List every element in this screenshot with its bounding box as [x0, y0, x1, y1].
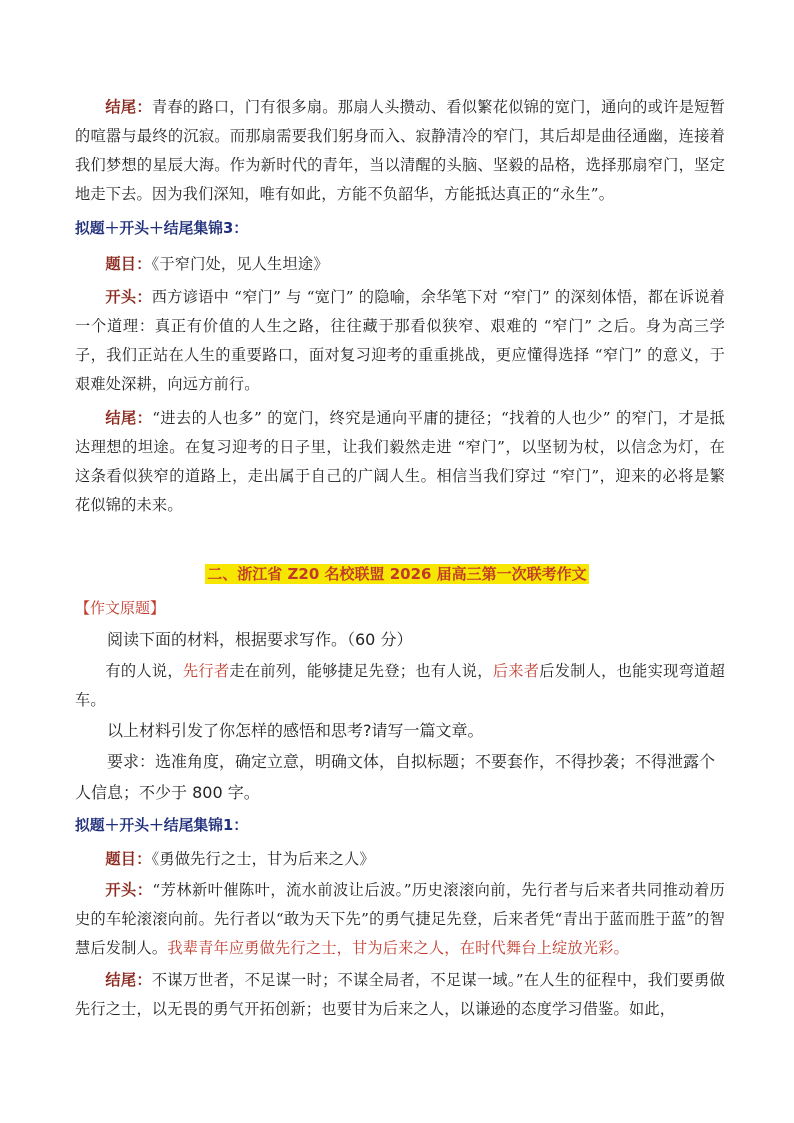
opening-thesis: 我辈青年应勇做先行之士，甘为后来之人，在时代舞台上绽放光彩。 — [167, 939, 629, 957]
section-title — [0, 563, 794, 584]
requirements: 要求：选准角度，确定立意，明确文体，自拟标题；不要套作，不得抄袭；不得泄露个人信息；不少于 800 字。 — [75, 752, 716, 802]
prompt-instruction: 阅读下面的材料，根据要求写作。（60 分） — [107, 630, 413, 649]
ending-text: 不谋万世者，不足谋一时；不谋全局者，不足谋一域。”在人生的征程中，我们要勇做先行之士，以无畏的勇气开拓创新；也要甘为后来之人，以谦逊的态度学习借鉴。如此， — [75, 971, 725, 1018]
title-text: 《于窄门处，见人生坦途》 — [151, 255, 329, 273]
ending-label: 结尾 — [105, 409, 137, 427]
opening-paragraph-set1: 开头：“芳林新叶催陈叶，流水前波让后波。”历史滚滚向前，先行者与后来者共同推动着历史的车轮滚滚向前。先行者以“敢为天下先”的勇气捷足先登，后来者凭“青出于蓝而胜于蓝”的智慧后发制人。我辈青年应勇做先行之士，甘为后来之人，在时代舞台上绽放光彩。 — [75, 881, 726, 957]
opening-label: 开头 — [105, 881, 137, 899]
title-paragraph-set3: 题目：《于窄门处，见人生坦途》 — [105, 255, 329, 273]
original-question-label: 【作文原题】 — [75, 599, 166, 617]
section-title-text: 二、浙江省 Z20 名校联盟 2026 届高三第一次联考作文 — [207, 565, 587, 583]
prompt-question: 以上材料引发了你怎样的感悟和思考?请写一篇文章。 — [107, 721, 484, 740]
keyword-pioneer: 先行者 — [182, 662, 230, 680]
opening-text: “芳林新叶催陈叶，流水前波让后波。”历史滚滚向前，先行者与后来者共同推动着历史的车轮滚滚向前。先行者以“敢为天下先”的勇气捷足先登，后来者凭“青出于蓝而胜于蓝”的智慧后发制人。 — [75, 881, 726, 957]
ending-text: “进去的人也多” 的宽门，终究是通向平庸的捷径；“找着的人也少” 的窄门，才是抵达理想的坦途。在复习迎考的日子里，让我们毅然走进 “窄门”，以坚韧为杖，以信念为灯，在这条看似狭窄的道路上，走出属于自己的广阔人生。相信当我们穿过 “窄门”，迎来的必将是繁花似锦的未来。 — [75, 409, 725, 514]
ending-label: 结尾 — [105, 98, 137, 116]
ending-text: 青春的路口，门有很多扇。那扇人头攒动、看似繁花似锦的宽门，通向的或许是短暂的喧嚣与最终的沉寂。而那扇需要我们躬身而入、寂静清冷的窄门，其后却是曲径通幽，连接着我们梦想的星辰大海。作为新时代的青年，当以清醒的头脑、坚毅的品格，选择那扇窄门，坚定地走下去。因为我们深知，唯有如此，方能不负韶华，方能抵达真正的“永生”。 — [75, 98, 726, 203]
ending-paragraph-set1: 结尾：不谋万世者，不足谋一时；不谋全局者，不足谋一域。”在人生的征程中，我们要勇做先行之士，以无畏的勇气开拓创新；也要甘为后来之人，以谦逊的态度学习借鉴。如此， — [75, 971, 725, 1018]
opening-paragraph-set3: 开头：西方谚语中 “窄门” 与 “宽门” 的隐喻，余华笔下对 “窄门” 的深刻体悟，都在诉说着一个道理：真正有价值的人生之路，往往藏于那看似狭窄、艰难的 “窄门” 之后。身为高三学子，我们正站在人生的重要路口，面对复习迎考的重重挑战，更应懂得选择 “窄门” 的意义，于艰难处深耕，向远方前行。 — [75, 288, 725, 393]
title-label: 题目 — [105, 255, 137, 273]
section-heading-set1: 拟题＋开头＋结尾集锦1： — [75, 817, 249, 834]
ending-paragraph-set3: 结尾：“进去的人也多” 的宽门，终究是通向平庸的捷径；“找着的人也少” 的窄门，才是抵达理想的坦途。在复习迎考的日子里，让我们毅然走进 “窄门”，以坚韧为杖，以信念为灯，在这条看似狭窄的道路上，走出属于自己的广阔人生。相信当我们穿过 “窄门”，迎来的必将是繁花似锦的未来。 — [75, 409, 725, 514]
ending-label: 结尾 — [105, 971, 137, 989]
material-paragraph: 有的人说，先行者走在前列，能够捷足先登；也有人说，后来者后发制人，也能实现弯道超车。 — [75, 662, 726, 709]
section-heading-set3: 拟题＋开头＋结尾集锦3： — [75, 220, 249, 237]
opening-label: 开头 — [105, 288, 137, 306]
title-text: 《勇做先行之士，甘为后来之人》 — [151, 850, 375, 868]
title-paragraph-set1: 题目：《勇做先行之士，甘为后来之人》 — [105, 850, 375, 868]
keyword-latecomer: 后来者 — [492, 662, 540, 680]
opening-text: 西方谚语中 “窄门” 与 “宽门” 的隐喻，余华笔下对 “窄门” 的深刻体悟，都在诉说着一个道理：真正有价值的人生之路，往往藏于那看似狭窄、艰难的 “窄门” 之后。身为高三学子，我们正站在人生的重要路口，面对复习迎考的重重挑战，更应懂得选择 “窄门” 的意义，于艰难处深耕，向远方前行。 — [75, 288, 725, 393]
ending-paragraph-set2: 结尾：青春的路口，门有很多扇。那扇人头攒动、看似繁花似锦的宽门，通向的或许是短暂的喧嚣与最终的沉寂。而那扇需要我们躬身而入、寂静清冷的窄门，其后却是曲径通幽，连接着我们梦想的星辰大海。作为新时代的青年，当以清醒的头脑、坚毅的品格，选择那扇窄门，坚定地走下去。因为我们深知，唯有如此，方能不负韶华，方能抵达真正的“永生”。 — [75, 98, 726, 203]
title-label: 题目 — [105, 850, 137, 868]
